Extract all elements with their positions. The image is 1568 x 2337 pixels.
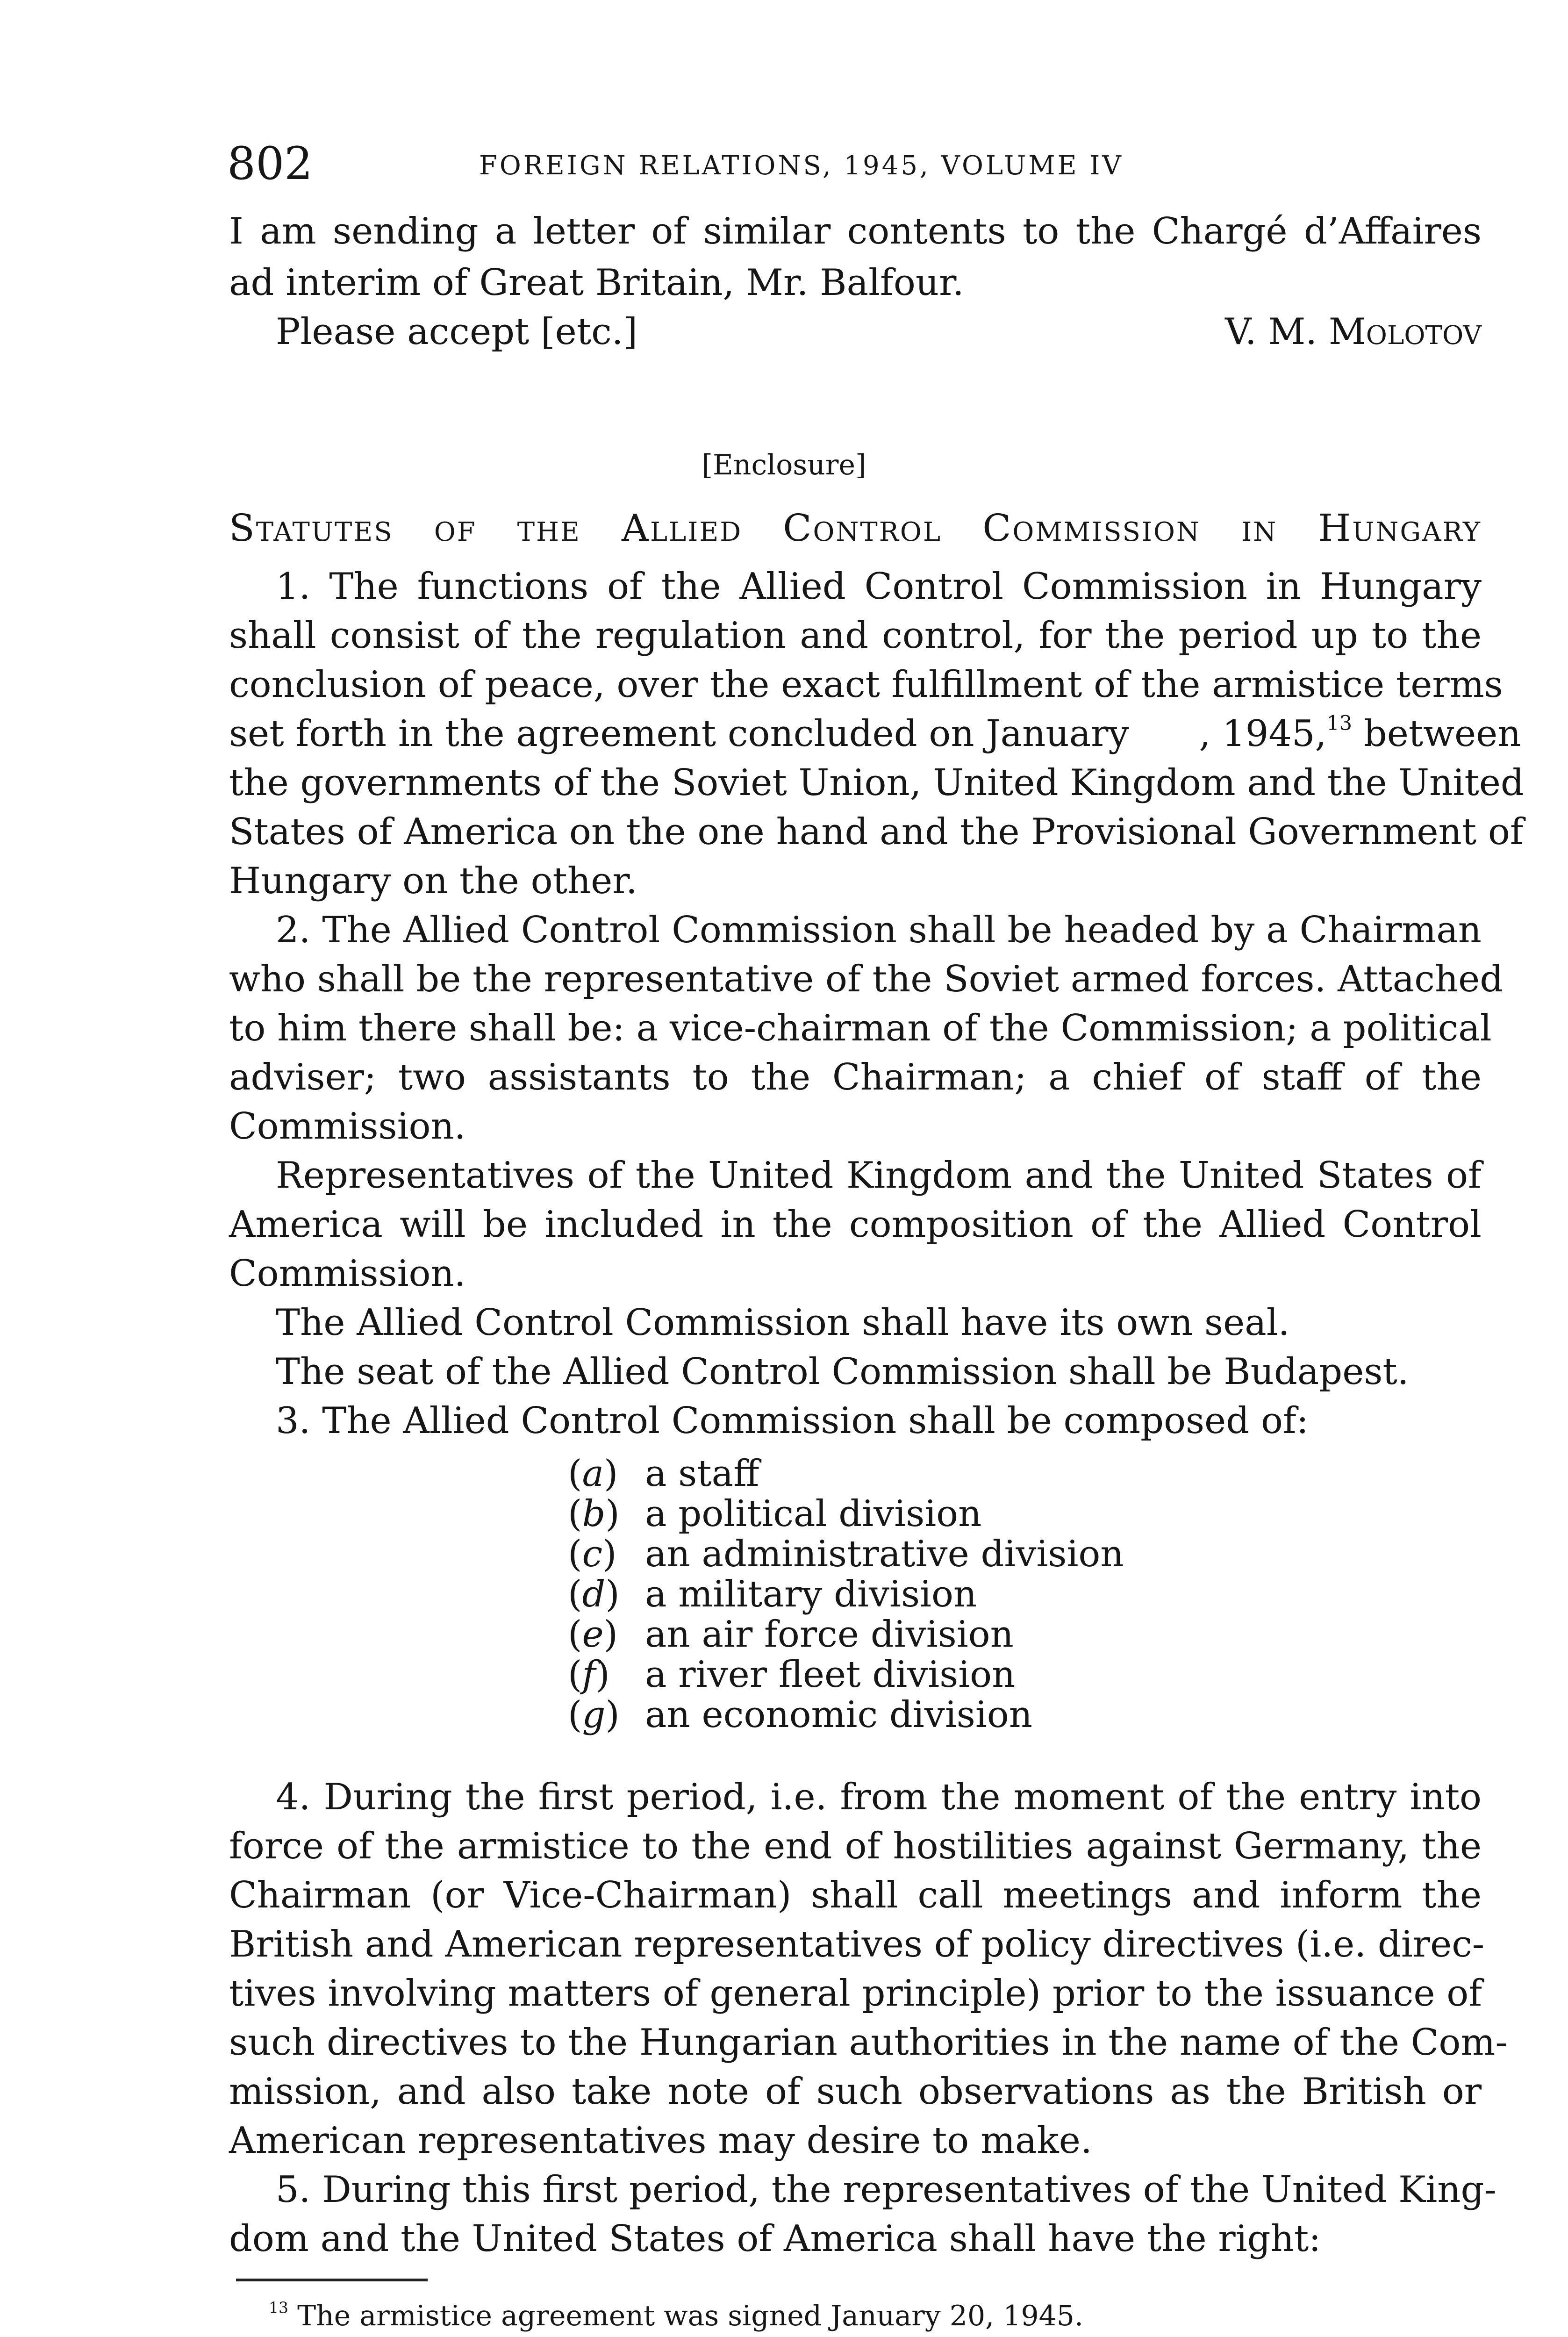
para1-line-3: conclusion of peace, over the exact fulfillment of the armistice terms <box>229 664 1503 706</box>
para2-line-4: adviser; two assistants to the Chairman; a chief of staff of the <box>229 1056 1482 1098</box>
para4-line-6: such directives to the Hungarian authorities in the name of the Com- <box>229 2022 1508 2064</box>
para4-line-5: tives involving matters of general principle) prior to the issuance of <box>229 1972 1482 2014</box>
para2b-line-1: Representatives of the United Kingdom and the United States of <box>276 1154 1482 1197</box>
para3-line: 3. The Allied Control Commission shall be composed of: <box>276 1400 1309 1442</box>
division-item: (a) a staff <box>568 1453 759 1495</box>
footnote-mark: 13 <box>269 2298 288 2317</box>
para1-line-2: shall consist of the regulation and control, for the period up to the <box>229 615 1482 657</box>
para2-line-1: 2. The Allied Control Commission shall be headed by a Chairman <box>276 909 1482 951</box>
signature: V. M. Molotov <box>1225 311 1482 353</box>
para4-line-8: American representatives may desire to make. <box>229 2120 1092 2162</box>
division-item: (b) a political division <box>568 1493 982 1535</box>
para1-line-4a: set forth in the agreement concluded on January <box>229 713 1129 755</box>
para2d-line: The seat of the Allied Control Commission shall be Budapest. <box>276 1351 1409 1393</box>
statutes-title: Statutes of the Allied Control Commission in Hungary <box>229 506 1482 550</box>
enclosure-label: [Enclosure] <box>702 449 866 481</box>
para2-line-2: who shall be the representative of the Soviet armed forces. Attached <box>229 958 1504 1000</box>
para1-line-7: Hungary on the other. <box>229 860 637 902</box>
para4-line-2: force of the armistice to the end of hostilities against Germany, the <box>229 1825 1482 1867</box>
para2-line-5: Commission. <box>229 1105 466 1147</box>
para2b-line-2: America will be included in the composition of the Allied Control <box>229 1204 1482 1246</box>
division-item: (e) an air force division <box>568 1613 1014 1656</box>
para4-line-1: 4. During the first period, i.e. from the moment of the entry into <box>276 1776 1482 1818</box>
para1-line-4 <box>229 708 1521 760</box>
footnote-rule <box>236 2279 428 2281</box>
para1-line-1: 1. The functions of the Allied Control Commission in Hungary <box>276 566 1482 608</box>
para1-line-4b: , 1945, <box>1199 713 1327 755</box>
para2b-line-3: Commission. <box>229 1253 466 1295</box>
para4-line-7: mission, and also take note of such observations as the British or <box>229 2071 1482 2113</box>
running-head: FOREIGN RELATIONS, 1945, VOLUME IV <box>479 151 1124 181</box>
page-number: 802 <box>227 137 313 190</box>
para4-line-4: British and American representatives of policy directives (i.e. direc- <box>229 1923 1485 1965</box>
para5-line-1: 5. During this first period, the representatives of the United King- <box>276 2169 1496 2211</box>
footnote-text: The armistice agreement was signed January 20, 1945. <box>288 2300 1084 2332</box>
division-item: (c) an administrative division <box>568 1533 1124 1575</box>
footnote-ref: 13 <box>1326 711 1352 735</box>
para5-line-2: dom and the United States of America shall have the right: <box>229 2218 1321 2260</box>
para1-line-5: the governments of the Soviet Union, United Kingdom and the United <box>229 762 1524 804</box>
footnote <box>269 2295 1083 2337</box>
division-item: (f) a river fleet division <box>568 1654 1016 1696</box>
intro-line-1: I am sending a letter of similar contents to the Chargé d’Affaires <box>229 210 1482 252</box>
division-item: (g) an economic division <box>568 1694 1032 1736</box>
para2-line-3: to him there shall be: a vice-chairman of the Commission; a political <box>229 1007 1492 1049</box>
para1-line-4c: between <box>1352 713 1521 755</box>
para2c-line: The Allied Control Commission shall have its own seal. <box>276 1302 1290 1344</box>
division-item: (d) a military division <box>568 1573 977 1615</box>
closing-line: Please accept [etc.] <box>276 311 638 353</box>
intro-line-2: ad interim of Great Britain, Mr. Balfour. <box>229 262 964 304</box>
para4-line-3: Chairman (or Vice-Chairman) shall call meetings and inform the <box>229 1874 1482 1916</box>
para1-line-6: States of America on the one hand and the Provisional Government of <box>229 811 1524 853</box>
